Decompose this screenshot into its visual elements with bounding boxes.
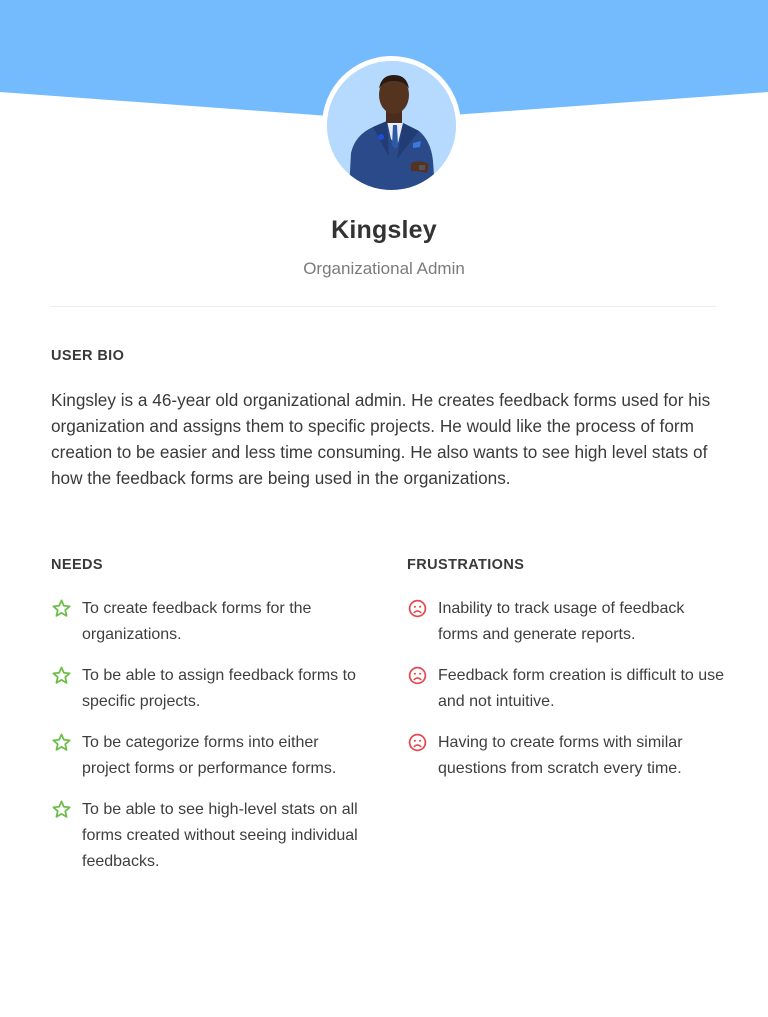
bio-text: Kingsley is a 46-year old organizational admin. He creates feedback forms used for his organization and assigns them to specific projects. He would like the process of form creation to be easier and less time consuming. He also wants to see high level stats of how the feedback forms are being used in the organizations. <box>51 390 711 488</box>
star-icon <box>51 665 72 686</box>
need-text: To be able to see high-level stats on all forms created without seeing individual feedbacks. <box>82 801 358 870</box>
sad-face-icon <box>407 732 428 753</box>
need-item <box>51 797 371 875</box>
frustration-text: Having to create forms with similar questions from scratch every time. <box>438 734 683 777</box>
sad-face-icon <box>407 665 428 686</box>
star-icon <box>51 732 72 753</box>
avatar-photo <box>327 61 456 190</box>
bio-heading: USER BIO <box>51 348 125 364</box>
frustrations-list <box>407 596 727 797</box>
frustration-item <box>407 730 727 782</box>
avatar <box>322 56 461 195</box>
needs-heading: NEEDS <box>51 557 103 573</box>
profile-role: Organizational Admin <box>303 259 465 278</box>
need-text: To be categorize forms into either project forms or performance forms. <box>82 734 337 777</box>
need-item <box>51 663 371 715</box>
star-icon <box>51 598 72 619</box>
need-item <box>51 730 371 782</box>
frustration-item <box>407 663 727 715</box>
needs-list <box>51 596 371 890</box>
frustration-text: Feedback form creation is difficult to use and not intuitive. <box>438 667 725 710</box>
need-text: To create feedback forms for the organizations. <box>82 600 312 643</box>
frustrations-heading: FRUSTRATIONS <box>407 557 525 573</box>
sad-face-icon <box>407 598 428 619</box>
profile-name: Kingsley <box>331 216 437 244</box>
need-text: To be able to assign feedback forms to specific projects. <box>82 667 356 710</box>
need-item <box>51 596 371 648</box>
frustration-item <box>407 596 727 648</box>
divider <box>51 306 716 307</box>
star-icon <box>51 799 72 820</box>
frustration-text: Inability to track usage of feedback forms and generate reports. <box>438 600 685 643</box>
